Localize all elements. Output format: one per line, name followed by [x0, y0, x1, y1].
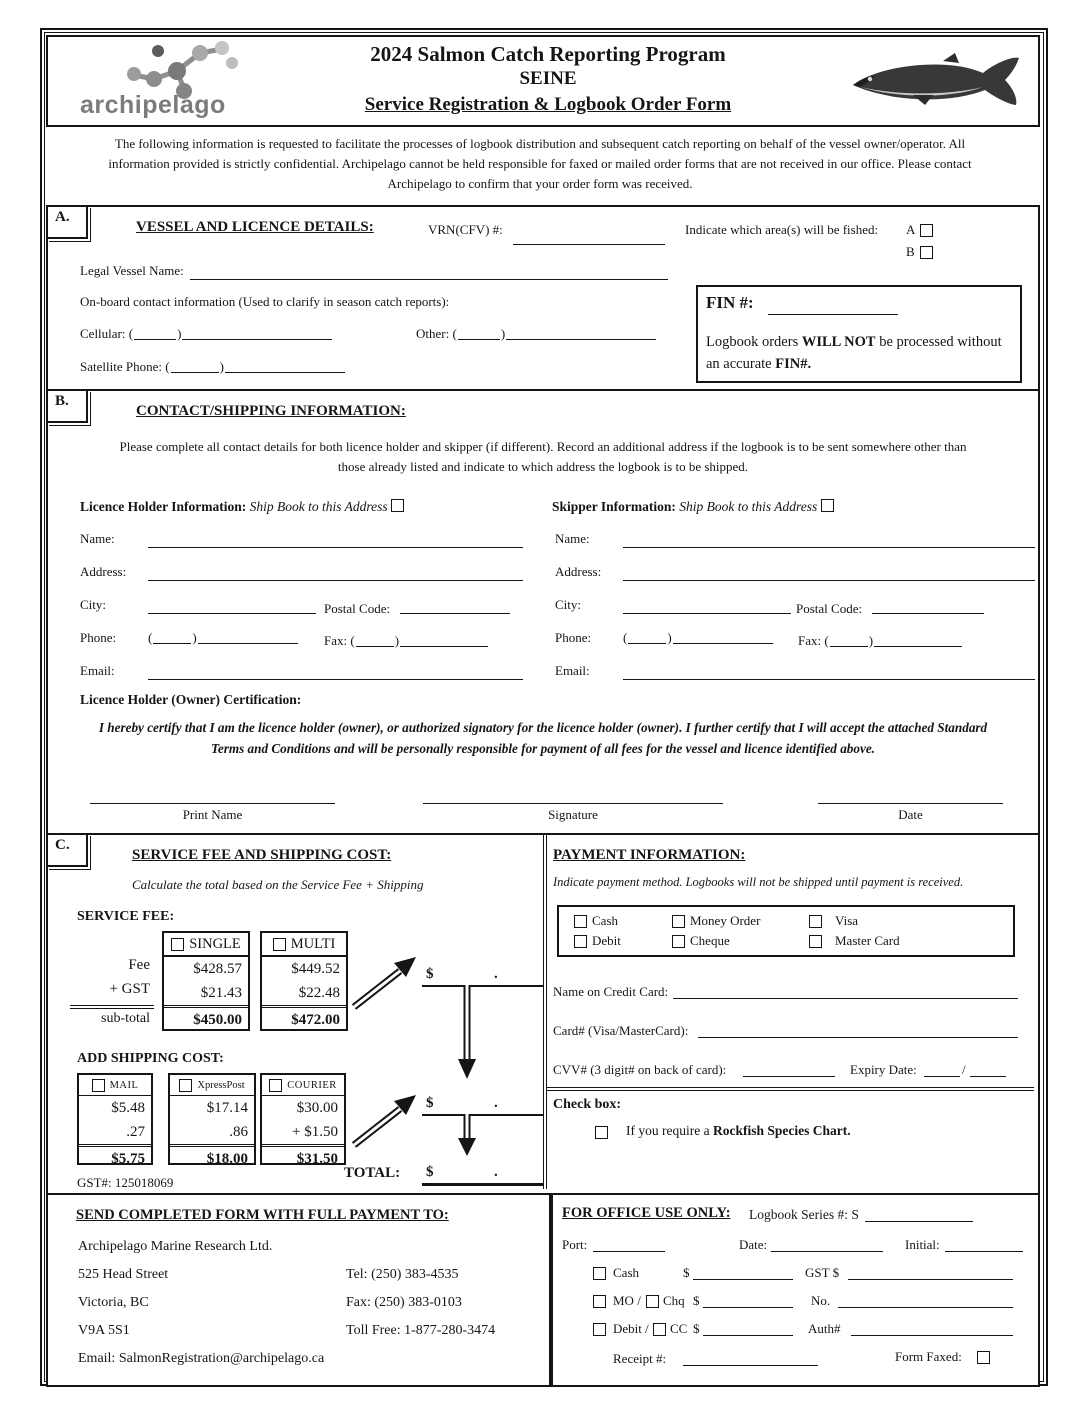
other-number-input[interactable] — [506, 328, 656, 340]
paren-open: ( — [165, 359, 170, 374]
office-chq-checkbox[interactable] — [646, 1295, 659, 1308]
paren-close: ) — [177, 326, 182, 341]
decimal-dot: . — [494, 966, 498, 982]
lh-postal-input[interactable] — [400, 613, 510, 614]
sk-fax-field — [798, 633, 963, 649]
up-right-arrow-icon — [350, 955, 420, 1011]
office-no-input[interactable] — [838, 1307, 1013, 1308]
intro-paragraph: The following information is requested to facilitate the processes of logbook distribution and subsequent catch reporting on behalf of the vessel owner/operator. All information provided is strictly confidential. Archipelago cannot be held responsible for faxed or mailed order forms that are not received in our office. Please contact Archipelago to confirm that your order form was received. — [108, 136, 972, 191]
mail-checkbox[interactable] — [92, 1079, 105, 1092]
initial-label: Initial: — [905, 1237, 940, 1252]
single-checkbox[interactable] — [171, 938, 184, 951]
satellite-field — [80, 359, 346, 375]
fax-label: Fax: — [798, 633, 822, 648]
office-cash-dollar: $ — [683, 1265, 690, 1280]
section-b-heading: CONTACT/SHIPPING INFORMATION: — [136, 403, 406, 419]
office-cash-amount-input[interactable] — [693, 1279, 793, 1280]
rockfish-bold: Rockfish Species Chart. — [712, 1123, 851, 1138]
multi-subtotal: $472.00 — [262, 1005, 346, 1032]
decimal-dot: . — [494, 1164, 498, 1180]
area-b-checkbox[interactable] — [920, 246, 933, 259]
form-subtitle-order: Service Registration & Logbook Order Form — [364, 94, 732, 115]
office-auth-label: Auth# — [808, 1321, 841, 1336]
form-subtitle-seine: SEINE — [519, 68, 577, 89]
office-mo-checkbox[interactable] — [593, 1295, 606, 1308]
office-cash-checkbox[interactable] — [593, 1267, 606, 1280]
shipping-heading: ADD SHIPPING COST: — [77, 1051, 224, 1066]
xpresspost-gst: .86 — [229, 1123, 248, 1140]
paren-open: ( — [452, 326, 457, 341]
fin-note-text2: be processed without an accurate — [706, 334, 1002, 372]
fax-label: Fax: — [324, 633, 348, 648]
office-cash-label: Cash — [613, 1265, 639, 1280]
xpresspost-checkbox[interactable] — [179, 1079, 192, 1092]
office-cc-amount-input[interactable] — [703, 1335, 793, 1336]
gst-row-label: + GST — [109, 981, 150, 997]
fin-note-bold: WILL NOT — [801, 334, 876, 350]
xpresspost-label: XpressPost — [197, 1079, 245, 1091]
expiry-year-input[interactable] — [970, 1076, 1006, 1077]
mail-gst: .27 — [126, 1123, 145, 1140]
lh-phone-input[interactable] — [198, 632, 298, 644]
name-label: Name: — [555, 531, 590, 546]
office-cc-checkbox[interactable] — [653, 1323, 666, 1336]
expiry-slash: / — [962, 1062, 966, 1077]
sk-email-input[interactable] — [623, 679, 1035, 680]
office-debit-label: Debit / — [613, 1321, 649, 1336]
receipt-label: Receipt #: — [613, 1351, 667, 1366]
office-debit-checkbox[interactable] — [593, 1323, 606, 1336]
mastercard-checkbox[interactable] — [809, 935, 822, 948]
logbook-series-label: Logbook Series #: S — [749, 1207, 859, 1222]
postal-label: Postal Code: — [796, 601, 863, 616]
receipt-input[interactable] — [683, 1365, 818, 1366]
section-b-label: B. — [46, 389, 88, 423]
paren-open: ( — [350, 633, 355, 648]
courier-header — [262, 1075, 344, 1096]
fee-row-label: Fee — [128, 957, 150, 973]
money-order-label: Money Order — [690, 913, 761, 928]
print-name-line[interactable] — [90, 803, 335, 804]
office-use-box — [551, 1193, 1040, 1387]
section-c-subtext: Calculate the total based on the Service Fee + Shipping — [132, 877, 424, 892]
paren-open: ( — [623, 630, 628, 645]
fin-input-line[interactable] — [768, 314, 898, 315]
mail-base: $5.48 — [111, 1099, 145, 1116]
dollar-sign: $ — [426, 1164, 434, 1180]
paren-open: ( — [824, 633, 829, 648]
office-mo-label: MO / — [613, 1293, 641, 1308]
mail-total: $5.75 — [79, 1144, 151, 1171]
gst-number: GST#: 125018069 — [77, 1175, 174, 1190]
toll-free: Toll Free: 1-877-280-3474 — [346, 1323, 496, 1338]
phone-label: Phone: — [555, 630, 592, 645]
rockfish-line — [626, 1123, 851, 1139]
multi-checkbox[interactable] — [273, 938, 286, 951]
company-name: Archipelago Marine Research Ltd. — [78, 1239, 273, 1254]
service-fee-heading: SERVICE FEE: — [77, 909, 175, 924]
initial-input[interactable] — [945, 1251, 1023, 1252]
single-fee-box — [162, 931, 250, 1031]
subtotal-row-label: sub-total — [101, 1011, 150, 1026]
payment-bottom-rule — [547, 1087, 1034, 1091]
office-cc-dollar: $ — [693, 1321, 700, 1336]
ship-to-left-checkbox[interactable] — [391, 499, 404, 512]
sk-phone-input[interactable] — [673, 632, 773, 644]
section-c-label: C. — [46, 833, 88, 867]
form-faxed-label: Form Faxed: — [895, 1349, 962, 1364]
city-label: City: — [555, 597, 582, 612]
form-sheet — [40, 28, 1048, 1386]
cheque-label: Cheque — [690, 933, 730, 948]
section-a — [46, 205, 1040, 391]
vessel-name-label: Legal Vessel Name: — [80, 263, 184, 278]
area-a-checkbox[interactable] — [920, 224, 933, 237]
paren-close: ) — [500, 326, 506, 341]
section-a-label: A. — [46, 205, 88, 239]
postal-label: Postal Code: — [324, 601, 391, 616]
sk-city-input[interactable] — [623, 613, 791, 614]
courier-gst: + $1.50 — [292, 1123, 338, 1140]
other-area-input[interactable] — [458, 328, 500, 340]
office-auth-input[interactable] — [851, 1335, 1013, 1336]
multi-gst: $22.48 — [298, 984, 340, 1001]
fin-note — [706, 331, 1014, 375]
telephone: Tel: (250) 383-4535 — [346, 1267, 459, 1282]
courier-box — [260, 1073, 346, 1165]
logo-wordmark: archipelago — [80, 91, 226, 119]
dollar-sign: $ — [426, 966, 434, 982]
other-phone-field — [416, 326, 657, 342]
cash-checkbox[interactable] — [574, 915, 587, 928]
city-label: City: — [80, 597, 107, 612]
single-subtotal: $450.00 — [164, 1005, 248, 1032]
satellite-area-input[interactable] — [171, 361, 219, 373]
phone-label: Phone: — [80, 630, 117, 645]
header-box — [46, 35, 1040, 127]
area-a-label: A — [906, 222, 916, 237]
office-use-heading: FOR OFFICE USE ONLY: — [562, 1205, 731, 1221]
cvv-label: CVV# (3 digit# on back of card): — [553, 1062, 727, 1077]
xpresspost-total: $18.00 — [170, 1144, 254, 1171]
credit-card-name-label: Name on Credit Card: — [553, 984, 669, 999]
office-mo-amount-input[interactable] — [703, 1307, 793, 1308]
sk-phone-area-input[interactable] — [628, 632, 666, 644]
email-label: Email: — [80, 663, 115, 678]
address-line-3: V9A 5S1 — [78, 1323, 130, 1338]
email-label: Email: — [555, 663, 590, 678]
card-number-label: Card# (Visa/MasterCard): — [553, 1023, 689, 1038]
gst-double-rule — [70, 1005, 154, 1009]
total-label: TOTAL: — [344, 1165, 401, 1181]
lh-fax-field — [324, 633, 489, 649]
office-gst-input[interactable] — [848, 1279, 1013, 1280]
ship-to-note-right: Ship Book to this Address — [679, 499, 818, 514]
lh-email-input[interactable] — [148, 679, 523, 680]
multi-header — [262, 933, 346, 957]
satellite-number-input[interactable] — [225, 361, 345, 373]
onboard-contact-label: On-board contact information (Used to clarify in season catch reports): — [80, 294, 450, 309]
down-arrow-icon — [456, 1114, 478, 1156]
name-label: Name: — [80, 531, 115, 546]
down-arrow-icon — [456, 985, 478, 1079]
area-b-label: B — [906, 244, 915, 259]
sk-name-input[interactable] — [623, 547, 1035, 548]
sk-fax-area-input[interactable] — [830, 635, 868, 647]
lh-phone-area-input[interactable] — [153, 632, 191, 644]
paren-close: ) — [192, 630, 197, 645]
card-number-input[interactable] — [698, 1037, 1018, 1038]
address-label: Address: — [555, 564, 602, 579]
cash-label: Cash — [592, 913, 618, 928]
skipper-heading — [552, 499, 834, 515]
paren-close: ) — [667, 630, 672, 645]
cellular-field — [80, 326, 333, 342]
dollar-sign: $ — [426, 1095, 434, 1111]
sk-phone-field — [623, 630, 774, 646]
certification-heading: Licence Holder (Owner) Certification: — [80, 692, 302, 707]
ship-to-right-checkbox[interactable] — [821, 499, 834, 512]
expiry-month-input[interactable] — [924, 1076, 960, 1077]
signature-line[interactable] — [423, 803, 723, 804]
certification-text: I hereby certify that I am the licence holder (owner), or authorized signatory for the licence holder (owner). I further certify that I will accept the attached Standard Terms and Conditions and will be personally responsible for payment of all fees for the vessel and licence identified above. — [98, 720, 988, 756]
courier-checkbox[interactable] — [269, 1079, 282, 1092]
courier-label: COURIER — [287, 1079, 337, 1091]
lh-fax-input[interactable] — [400, 635, 488, 647]
courier-base: $30.00 — [296, 1099, 338, 1116]
office-date-label: Date: — [739, 1237, 768, 1252]
lh-name-input[interactable] — [148, 547, 523, 548]
fax-number: Fax: (250) 383-0103 — [346, 1295, 462, 1310]
section-b — [46, 389, 1040, 835]
office-mo-dollar: $ — [693, 1293, 700, 1308]
column-divider — [543, 835, 547, 1189]
lh-fax-area-input[interactable] — [356, 635, 394, 647]
courier-total: $31.50 — [262, 1144, 344, 1171]
address-line-1: 525 Head Street — [78, 1267, 169, 1282]
vrn-input-line[interactable] — [513, 244, 665, 245]
cellular-label: Cellular: — [80, 326, 126, 341]
single-label: SINGLE — [189, 935, 241, 952]
office-date-input[interactable] — [771, 1251, 883, 1252]
paren-close: ) — [219, 359, 224, 374]
service-fee-amount-line[interactable] — [422, 963, 544, 987]
port-label: Port: — [562, 1237, 588, 1252]
office-chq-label: Chq — [663, 1293, 685, 1308]
fin-note-bold2: FIN#. — [775, 356, 812, 372]
debit-checkbox[interactable] — [574, 935, 587, 948]
payment-heading: PAYMENT INFORMATION: — [553, 847, 746, 863]
payment-subtext: Indicate payment method. Logbooks will not be shipped until payment is received. — [553, 875, 964, 889]
mail-box — [77, 1073, 153, 1165]
section-a-heading: VESSEL AND LICENCE DETAILS: — [136, 219, 374, 235]
up-right-arrow-icon — [350, 1093, 420, 1149]
skipper-title: Skipper Information: — [552, 499, 676, 514]
multi-fee: $449.52 — [291, 960, 340, 977]
mail-header — [79, 1075, 151, 1096]
money-order-checkbox[interactable] — [672, 915, 685, 928]
credit-card-name-input[interactable] — [673, 998, 1018, 999]
debit-label: Debit — [592, 933, 621, 948]
office-gst-label: GST $ — [805, 1265, 840, 1280]
send-to-heading: SEND COMPLETED FORM WITH FULL PAYMENT TO: — [76, 1207, 449, 1223]
office-no-label: No. — [811, 1293, 831, 1308]
xpresspost-box — [168, 1073, 256, 1165]
port-input[interactable] — [593, 1251, 665, 1252]
mastercard-label: Master Card — [835, 933, 900, 948]
single-header — [164, 933, 248, 957]
sk-postal-input[interactable] — [872, 613, 984, 614]
vrn-label: VRN(CFV) #: — [428, 222, 503, 237]
sk-fax-input[interactable] — [874, 635, 962, 647]
lh-phone-field — [148, 630, 299, 646]
fin-box — [696, 285, 1022, 383]
address-line-2: Victoria, BC — [78, 1295, 149, 1310]
address-label: Address: — [80, 564, 127, 579]
single-gst: $21.43 — [200, 984, 242, 1001]
paren-open: ( — [148, 630, 153, 645]
vessel-name-input-line[interactable] — [190, 279, 668, 280]
rockfish-checkbox[interactable] — [595, 1126, 608, 1139]
other-label: Other: — [416, 326, 450, 341]
office-cc-label: CC — [670, 1321, 688, 1336]
lh-city-input[interactable] — [148, 613, 316, 614]
archipelago-logo — [72, 39, 282, 121]
fin-note-text: Logbook orders — [706, 334, 802, 350]
cellular-number-input[interactable] — [182, 328, 332, 340]
total-amount-line[interactable] — [422, 1161, 544, 1186]
cheque-checkbox[interactable] — [672, 935, 685, 948]
multi-label: MULTI — [290, 935, 336, 952]
sk-address-input[interactable] — [623, 580, 1035, 581]
form-title: 2024 Salmon Catch Reporting Program — [370, 42, 726, 66]
paren-close: ) — [868, 633, 874, 648]
multi-fee-box — [260, 931, 348, 1031]
xpresspost-header — [170, 1075, 254, 1096]
lh-address-input[interactable] — [148, 580, 523, 581]
section-c-heading: SERVICE FEE AND SHIPPING COST: — [132, 847, 392, 863]
licence-holder-title: Licence Holder Information: — [80, 499, 247, 514]
payment-methods-box — [557, 905, 1015, 957]
mail-label: MAIL — [109, 1079, 139, 1091]
rockfish-text: If you require a — [626, 1123, 713, 1138]
salmon-image — [843, 49, 1028, 111]
send-to-box — [46, 1193, 551, 1387]
single-fee: $428.57 — [193, 960, 242, 977]
signature-label: Signature — [548, 807, 598, 822]
section-c — [46, 833, 1040, 1195]
area-fished-label: Indicate which area(s) will be fished: — [685, 222, 879, 237]
visa-checkbox[interactable] — [809, 915, 822, 928]
expiry-label: Expiry Date: — [850, 1062, 917, 1077]
cvv-input[interactable] — [743, 1076, 835, 1077]
form-faxed-checkbox[interactable] — [977, 1351, 990, 1364]
visa-label: Visa — [835, 913, 859, 928]
paren-open: ( — [128, 326, 134, 341]
date-line[interactable] — [818, 803, 1003, 804]
satellite-label: Satellite Phone: — [80, 359, 162, 374]
checkbox-section-heading: Check box: — [553, 1097, 622, 1112]
fin-label: FIN #: — [706, 293, 754, 312]
cellular-area-input[interactable] — [134, 328, 176, 340]
licence-holder-heading — [80, 499, 404, 515]
ship-to-note-left: Ship Book to this Address — [249, 499, 388, 514]
decimal-dot: . — [494, 1095, 498, 1111]
registration-email: Email: SalmonRegistration@archipelago.ca — [78, 1351, 325, 1366]
paren-close: ) — [394, 633, 400, 648]
print-name-label: Print Name — [182, 807, 243, 822]
date-label: Date — [898, 807, 923, 822]
shipping-amount-line[interactable] — [422, 1092, 544, 1116]
xpresspost-base: $17.14 — [206, 1099, 248, 1116]
section-b-intro: Please complete all contact details for both licence holder and skipper (if different). Record an additional address if the logbook is to be sent somewhere other than those already listed and indicate to which address the logbook is to be shipped. — [119, 439, 967, 474]
logbook-series-input[interactable] — [865, 1221, 973, 1222]
